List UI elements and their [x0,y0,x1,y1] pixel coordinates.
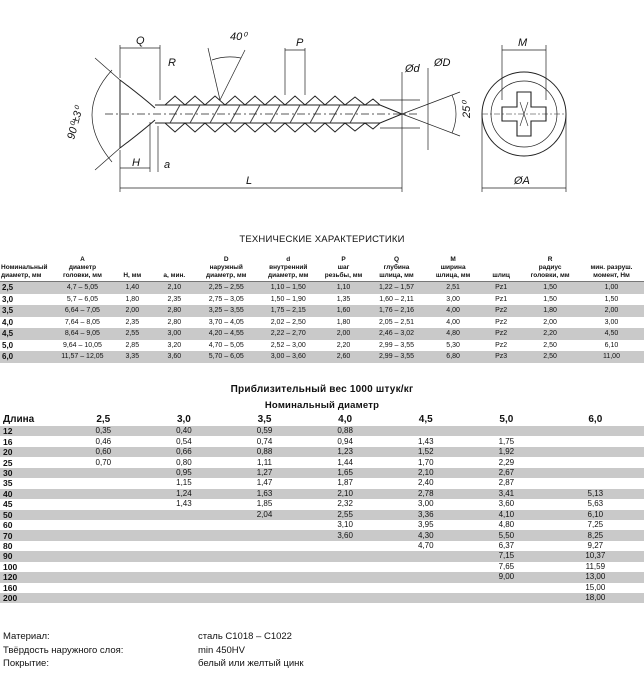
weight-cell: 1,52 [385,447,466,457]
weight-cell: 1,44 [305,457,386,467]
spec-cell: 1,50 [521,294,579,306]
weight-cell [224,583,305,593]
spec-header: M ширина шлица, мм [425,256,481,282]
spec-cell: 2,60 [319,351,367,363]
length-cell: 30 [0,468,63,478]
weight-cell [305,551,386,561]
weight-cell [224,551,305,561]
weight-cell [63,530,144,540]
weight-cell: 3,60 [305,530,386,540]
spec-cell: 3,00 – 3,60 [257,351,319,363]
weights-table [0,413,644,603]
spec-cell: 2,51 [425,282,481,294]
weight-cell [385,562,466,572]
weight-cell: 2,32 [305,499,386,509]
spec-cell: 5,30 [425,340,481,352]
spec-header: d внутренний диаметр, мм [257,256,319,282]
weight-cell: 6,37 [466,541,547,551]
spec-cell: 1,10 – 1,50 [257,282,319,294]
weight-cell: 0,88 [224,447,305,457]
spec-cell: 1,35 [319,294,367,306]
weights-title: Приблизительный вес 1000 штук/кг [230,384,414,395]
screw-technical-drawing [0,0,644,215]
spec-cell: 1,60 [319,305,367,317]
weight-cell [144,541,225,551]
spec-cell: 2,20 [319,340,367,352]
spec-cell: 4,80 [425,328,481,340]
weight-row [0,457,644,467]
spec-cell: 2,00 [521,317,579,329]
weight-cell: 1,43 [144,499,225,509]
weight-row [0,489,644,499]
weight-cell [385,583,466,593]
spec-cell: 2,35 [153,294,195,306]
length-cell: 50 [0,510,63,520]
spec-row [0,282,644,294]
spec-cell: 2,22 – 2,70 [257,328,319,340]
weight-cell: 2,10 [385,468,466,478]
note-row [0,645,644,659]
spec-header: A диаметр головки, мм [54,256,112,282]
note-value: сталь С1018 – С1022 [198,631,292,642]
spec-cell: Pz2 [481,305,521,317]
length-cell: 12 [0,426,63,436]
spec-cell: 4,70 – 5,05 [195,340,257,352]
label-q: Q [136,35,145,47]
weights-subtitle: Номинальный диаметр [264,400,380,411]
spec-cell: 5,0 [0,340,54,352]
weight-cell: 11,59 [547,562,644,572]
weight-cell: 1,11 [224,457,305,467]
spec-header: R радиус головки, мм [521,256,579,282]
weight-row [0,593,644,603]
label-angle-tip: 25⁰ [461,101,473,118]
weight-cell: 1,92 [466,447,547,457]
weight-cell: 2,40 [385,478,466,488]
weight-cell: 2,04 [224,510,305,520]
spec-cell: 3,20 [153,340,195,352]
weight-row [0,520,644,530]
weight-cell: 9,00 [466,572,547,582]
spec-cell: 2,05 – 2,51 [368,317,426,329]
weight-cell [385,426,466,436]
weight-cell [144,510,225,520]
spec-cell: 3,35 [111,351,153,363]
label-h: H [132,157,140,169]
diameter-header: 3,0 [176,414,191,425]
spec-cell: 6,10 [579,340,644,352]
weight-cell [144,551,225,561]
weight-cell: 8,25 [547,530,644,540]
note-row [0,658,644,672]
weight-row [0,468,644,478]
weight-cell: 2,78 [385,489,466,499]
spec-cell: 3,60 [153,351,195,363]
weight-row [0,562,644,572]
spec-header: P шаг резьбы, мм [319,256,367,282]
weight-cell [63,551,144,561]
weight-cell: 5,50 [466,530,547,540]
weight-cell: 0,54 [144,436,225,446]
weight-row [0,530,644,540]
spec-row [0,294,644,306]
spec-header: Q глубина шлица, мм [368,256,426,282]
weight-cell: 0,59 [224,426,305,436]
weight-row [0,583,644,593]
spec-cell: 6,0 [0,351,54,363]
screw-thread-top [165,96,380,105]
length-cell: 20 [0,447,63,457]
spec-cell: 2,80 [153,317,195,329]
spec-row [0,351,644,363]
label-angle-top: 40⁰ [230,31,247,43]
weight-cell: 7,65 [466,562,547,572]
spec-cell: 1,50 – 1,90 [257,294,319,306]
weight-cell [224,541,305,551]
spec-cell: 1,80 [111,294,153,306]
weight-cell [224,572,305,582]
material-notes [0,631,644,672]
weight-cell: 7,25 [547,520,644,530]
specs-table [0,256,644,363]
weight-cell [224,520,305,530]
note-row [0,631,644,645]
weight-cell [385,551,466,561]
spec-cell: 1,50 [579,294,644,306]
weight-cell [547,436,644,446]
spec-row [0,340,644,352]
weight-cell: 3,41 [466,489,547,499]
weight-cell: 2,29 [466,457,547,467]
spec-row [0,305,644,317]
weight-cell [63,510,144,520]
spec-cell: Pz3 [481,351,521,363]
weight-cell [224,593,305,603]
weight-cell: 1,85 [224,499,305,509]
spec-cell: Pz2 [481,328,521,340]
spec-cell: 4,5 [0,328,54,340]
weight-cell [305,572,386,582]
spec-cell: 9,64 – 10,05 [54,340,112,352]
weight-row [0,510,644,520]
weight-row [0,551,644,561]
screw-thread-bottom [165,123,380,132]
spec-cell: 1,10 [319,282,367,294]
length-cell: 25 [0,457,63,467]
spec-cell: 7,64 – 8,05 [54,317,112,329]
diameter-header: 4,0 [338,414,353,425]
weight-cell: 10,37 [547,551,644,561]
diameter-header: 5,0 [499,414,514,425]
weight-cell [63,572,144,582]
spec-cell: 2,50 [521,351,579,363]
weight-cell [63,583,144,593]
spec-cell: 3,25 – 3,55 [195,305,257,317]
spec-cell: 11,57 – 12,05 [54,351,112,363]
weight-cell: 2,10 [305,489,386,499]
weight-cell: 5,13 [547,489,644,499]
weight-cell: 3,36 [385,510,466,520]
spec-cell: 2,35 [111,317,153,329]
weight-cell [547,447,644,457]
weight-cell: 6,10 [547,510,644,520]
spec-cell: 2,52 – 3,00 [257,340,319,352]
weight-cell [144,593,225,603]
spec-cell: 1,60 – 2,11 [368,294,426,306]
weight-cell: 0,88 [305,426,386,436]
weight-cell [547,457,644,467]
spec-cell: 11,00 [579,351,644,363]
weight-cell: 3,10 [305,520,386,530]
spec-cell: Pz2 [481,317,521,329]
spec-cell: 2,99 – 3,55 [368,351,426,363]
spec-cell: 1,40 [111,282,153,294]
spec-cell: 1,50 [521,282,579,294]
weight-cell [63,562,144,572]
note-value: белый или желтый цинк [198,658,304,669]
spec-row [0,328,644,340]
weight-cell: 2,67 [466,468,547,478]
weight-cell: 4,30 [385,530,466,540]
length-cell: 90 [0,551,63,561]
spec-cell: Pz1 [481,294,521,306]
spec-cell: 2,00 [579,305,644,317]
length-cell: 35 [0,478,63,488]
spec-cell: 2,85 [111,340,153,352]
length-cell: 100 [0,562,63,572]
label-d-big: ØD [434,57,451,69]
spec-cell: 5,70 – 6,05 [195,351,257,363]
spec-cell: 2,00 [319,328,367,340]
weight-cell: 0,40 [144,426,225,436]
spec-cell: 8,64 – 9,05 [54,328,112,340]
spec-cell: 3,70 – 4,05 [195,317,257,329]
weight-cell: 1,27 [224,468,305,478]
weight-cell: 1,43 [385,436,466,446]
spec-cell: 3,00 [579,317,644,329]
spec-cell: 1,76 – 2,16 [368,305,426,317]
weight-cell: 1,24 [144,489,225,499]
spec-cell: 2,25 – 2,55 [195,282,257,294]
weight-cell: 1,87 [305,478,386,488]
weight-cell [144,520,225,530]
weight-cell: 13,00 [547,572,644,582]
weight-cell [63,593,144,603]
spec-cell: 2,50 [521,340,579,352]
weight-row [0,541,644,551]
weight-row [0,447,644,457]
diameter-header: 6,0 [588,414,603,425]
spec-cell: 6,80 [425,351,481,363]
weight-cell [63,478,144,488]
weight-cell: 0,70 [63,457,144,467]
weight-cell [63,520,144,530]
spec-header: a, мин. [153,256,195,282]
spec-header: H, мм [111,256,153,282]
spec-cell: 4,00 [425,305,481,317]
weight-cell: 1,70 [385,457,466,467]
weight-cell: 0,95 [144,468,225,478]
weight-cell [547,468,644,478]
weight-cell [466,583,547,593]
weight-cell [547,426,644,436]
length-cell: 70 [0,530,63,540]
weight-cell [63,541,144,551]
weight-cell: 2,87 [466,478,547,488]
weight-cell [547,478,644,488]
length-cell: 16 [0,436,63,446]
weight-cell: 4,70 [385,541,466,551]
label-a-big: ØA [514,175,530,187]
note-label: Материал: [3,631,50,642]
length-header: Длина [3,414,35,425]
label-m: M [518,37,528,49]
weight-cell [144,562,225,572]
spec-row [0,317,644,329]
spec-cell: 1,75 – 2,15 [257,305,319,317]
label-r: R [168,57,176,69]
spec-cell: 2,02 – 2,50 [257,317,319,329]
length-cell: 80 [0,541,63,551]
weight-cell [305,562,386,572]
spec-cell: 2,20 [521,328,579,340]
spec-cell: 2,99 – 3,55 [368,340,426,352]
diameter-header: 3,5 [257,414,272,425]
weight-cell: 0,74 [224,436,305,446]
spec-cell: 2,55 [111,328,153,340]
spec-cell: Pz2 [481,340,521,352]
weight-cell [63,468,144,478]
length-cell: 200 [0,593,63,603]
weight-cell [385,572,466,582]
weight-cell: 1,65 [305,468,386,478]
weight-cell: 3,95 [385,520,466,530]
spec-cell: 2,46 – 3,02 [368,328,426,340]
spec-cell: 4,7 – 5,05 [54,282,112,294]
weight-cell [305,541,386,551]
spec-header: мин. разруш. момент, Нм [579,256,644,282]
spec-cell: 3,00 [153,328,195,340]
weight-cell: 0,66 [144,447,225,457]
label-p: P [296,37,304,49]
spec-cell: 6,64 – 7,05 [54,305,112,317]
weight-row [0,499,644,509]
weight-cell: 9,27 [547,541,644,551]
spec-cell: 4,00 [425,317,481,329]
weight-cell: 1,63 [224,489,305,499]
weight-cell [224,530,305,540]
note-value: min 450HV [198,644,245,656]
label-a: a [164,159,171,171]
weight-cell [63,499,144,509]
weight-cell: 1,75 [466,436,547,446]
weight-cell: 18,00 [547,593,644,603]
specs-title: ТЕХНИЧЕСКИЕ ХАРАКТЕРИСТИКИ [239,234,405,245]
spec-cell: 1,80 [521,305,579,317]
spec-cell: 1,00 [579,282,644,294]
diameter-header: 4,5 [418,414,433,425]
length-cell: 60 [0,520,63,530]
weight-cell: 15,00 [547,583,644,593]
weight-cell: 4,10 [466,510,547,520]
weight-cell [385,593,466,603]
weight-cell: 1,23 [305,447,386,457]
weight-cell: 1,15 [144,478,225,488]
spec-cell: 2,10 [153,282,195,294]
spec-cell: 2,80 [153,305,195,317]
weight-cell: 7,15 [466,551,547,561]
weight-cell: 0,60 [63,447,144,457]
weight-cell: 2,55 [305,510,386,520]
length-cell: 160 [0,583,63,593]
weight-cell [144,572,225,582]
length-cell: 45 [0,499,63,509]
weight-cell: 5,63 [547,499,644,509]
weight-cell [466,426,547,436]
weight-row [0,478,644,488]
spec-header: шлиц [481,256,521,282]
spec-header: Номинальный диаметр, мм [0,256,54,282]
length-cell: 120 [0,572,63,582]
label-l: L [246,175,253,187]
spec-cell: 5,7 – 6,05 [54,294,112,306]
weight-cell: 0,94 [305,436,386,446]
weight-cell [305,583,386,593]
weight-cell [144,583,225,593]
spec-cell: 3,5 [0,305,54,317]
label-d-small: Ød [405,63,420,75]
spec-cell: 1,22 – 1,57 [368,282,426,294]
weight-cell: 3,00 [385,499,466,509]
length-cell: 40 [0,489,63,499]
diameter-header: 2,5 [96,414,111,425]
weight-cell: 0,80 [144,457,225,467]
spec-header: D наружный диаметр, мм [195,256,257,282]
weight-cell: 0,46 [63,436,144,446]
weight-cell [305,593,386,603]
weight-row [0,426,644,436]
weight-row [0,572,644,582]
weight-cell: 4,80 [466,520,547,530]
weight-cell: 1,47 [224,478,305,488]
spec-cell: Pz1 [481,282,521,294]
spec-cell: 2,5 [0,282,54,294]
spec-cell: 2,75 – 3,05 [195,294,257,306]
weight-cell [144,530,225,540]
note-label: Покрытие: [3,658,49,669]
weight-cell [466,593,547,603]
weight-cell: 3,60 [466,499,547,509]
spec-cell: 2,00 [111,305,153,317]
spec-cell: 4,50 [579,328,644,340]
label-angle-left: 90⁰±3⁰ [65,105,86,141]
spec-cell: 4,0 [0,317,54,329]
spec-cell: 3,00 [425,294,481,306]
spec-cell: 3,0 [0,294,54,306]
note-label: Твёрдость наружного слоя: [3,644,124,656]
spec-cell: 1,80 [319,317,367,329]
weight-cell [224,562,305,572]
weight-cell: 0,35 [63,426,144,436]
weight-cell [63,489,144,499]
weight-row [0,436,644,446]
spec-cell: 4,20 – 4,55 [195,328,257,340]
